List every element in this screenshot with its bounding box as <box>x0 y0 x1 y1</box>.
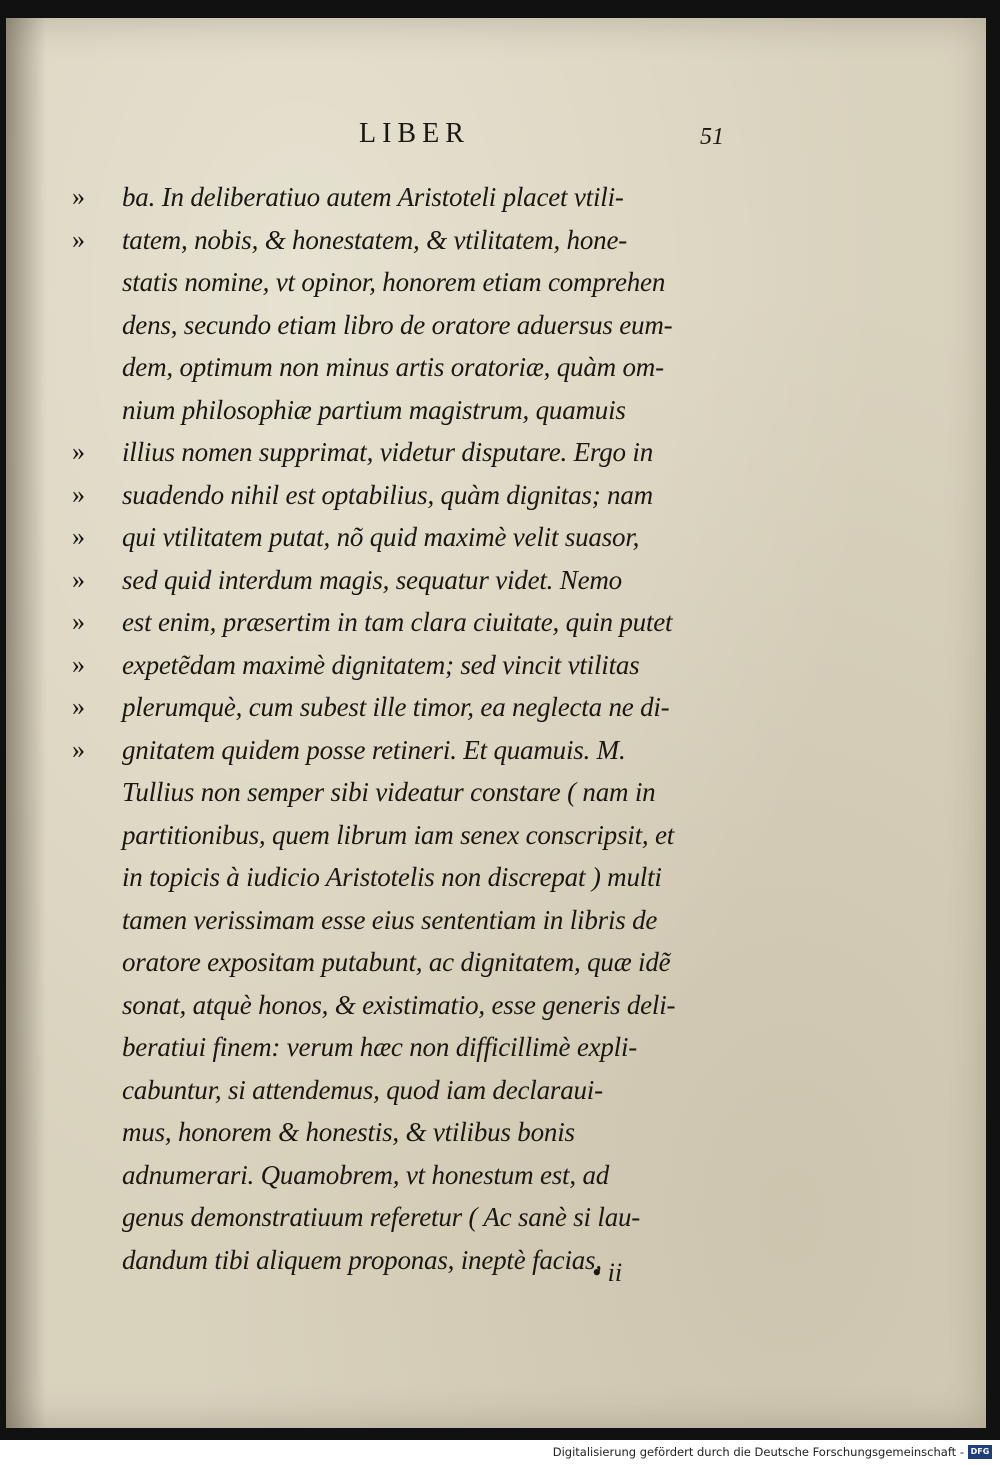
line-text: expetẽdam maximè dignitatem; sed vincit vtilitas <box>122 649 640 680</box>
quotation-marker: » <box>72 522 85 551</box>
quotation-marker: » <box>72 692 85 721</box>
dfg-logo-icon: DFG <box>968 1445 992 1459</box>
text-line <box>72 261 772 304</box>
text-line <box>72 729 772 772</box>
line-text: sonat, atquè honos, & existimatio, esse generis deli- <box>122 989 676 1020</box>
text-line <box>72 644 772 687</box>
text-line <box>72 516 772 559</box>
text-line <box>72 984 772 1027</box>
text-line <box>72 559 772 602</box>
line-text: beratiui finem: verum hæc non difficillimè expli- <box>122 1032 638 1062</box>
text-line <box>72 1026 772 1069</box>
quotation-marker: » <box>72 607 85 636</box>
text-line <box>72 474 772 517</box>
running-head-title: LIBER <box>359 118 470 149</box>
quotation-marker: » <box>72 224 85 254</box>
text-line <box>72 686 772 729</box>
text-line <box>72 941 772 984</box>
page-number: 51 <box>700 124 724 150</box>
text-line <box>72 304 772 347</box>
line-text: dens, secundo etiam libro de oratore aduersus eum- <box>122 309 673 340</box>
text-line <box>72 1196 772 1239</box>
text-line <box>72 389 772 432</box>
line-text: plerumquè, cum subest ille timor, ea neglecta ne di- <box>122 692 670 722</box>
line-text: est enim, præsertim in tam clara ciuitate, quin putet <box>122 607 673 637</box>
quotation-marker: » <box>72 734 85 764</box>
footer-credit: Digitalisierung gefördert durch die Deutsche Forschungsgemeinschaft - <box>552 1445 964 1459</box>
line-text: suadendo nihil est optabilius, quàm dignitas; nam <box>122 479 653 510</box>
text-line <box>72 1154 772 1197</box>
line-text: dandum tibi aliquem proponas, ineptè facias, <box>122 1244 602 1275</box>
text-line <box>72 346 772 389</box>
line-text: dem, optimum non minus artis oratoriæ, quàm om- <box>122 352 664 382</box>
line-text: ba. In deliberatiuo autem Aristoteli placet vtili- <box>122 182 624 212</box>
book-page <box>6 18 986 1428</box>
line-text: genus demonstratiuum referetur ( Ac sanè si lau- <box>122 1202 641 1232</box>
quotation-marker: » <box>72 437 85 466</box>
line-text: Tullius non semper sibi videatur constare ( nam in <box>122 777 656 807</box>
text-line <box>72 1111 772 1154</box>
signature-mark: • ii <box>592 1258 623 1287</box>
quotation-marker: » <box>72 479 85 509</box>
text-line <box>72 1069 772 1112</box>
text-block <box>72 176 772 1281</box>
text-line <box>72 771 772 814</box>
footer-bar <box>0 1440 1000 1465</box>
line-text: tamen verissimam esse eius sententiam in libris de <box>122 904 658 935</box>
line-text: mus, honorem & honestis, & vtilibus bonis <box>122 1117 575 1147</box>
text-line <box>72 431 772 474</box>
text-line <box>72 601 772 644</box>
line-text: adnumerari. Quamobrem, vt honestum est, ad <box>122 1159 610 1190</box>
line-text: sed quid interdum magis, sequatur videt. Nemo <box>122 564 622 595</box>
quotation-marker: » <box>72 182 85 211</box>
line-text: qui vtilitatem putat, nõ quid maximè velit suasor, <box>122 522 640 552</box>
text-line <box>72 219 772 262</box>
text-line <box>72 899 772 942</box>
text-line <box>72 1239 772 1282</box>
line-text: tatem, nobis, & honestatem, & vtilitatem, hone- <box>122 224 628 255</box>
line-text: illius nomen supprimat, videtur disputare. Ergo in <box>122 437 653 467</box>
line-text: cabuntur, si attendemus, quod iam declaraui- <box>122 1074 603 1105</box>
line-text: nium philosophiæ partium magistrum, quamuis <box>122 394 626 425</box>
line-text: partitionibus, quem librum iam senex conscripsit, et <box>122 819 675 850</box>
line-text: in topicis à iudicio Aristotelis non discrepat ) multi <box>122 862 662 892</box>
line-text: statis nomine, vt opinor, honorem etiam comprehen <box>122 267 666 297</box>
quotation-marker: » <box>72 649 85 679</box>
quotation-marker: » <box>72 564 85 594</box>
running-head <box>6 118 986 158</box>
line-text: oratore expositam putabunt, ac dignitatem, quæ idẽ <box>122 947 671 977</box>
gutter-shadow <box>6 18 46 1428</box>
text-line <box>72 176 772 219</box>
text-line <box>72 856 772 899</box>
text-line <box>72 814 772 857</box>
line-text: gnitatem quidem posse retineri. Et quamuis. M. <box>122 734 626 765</box>
